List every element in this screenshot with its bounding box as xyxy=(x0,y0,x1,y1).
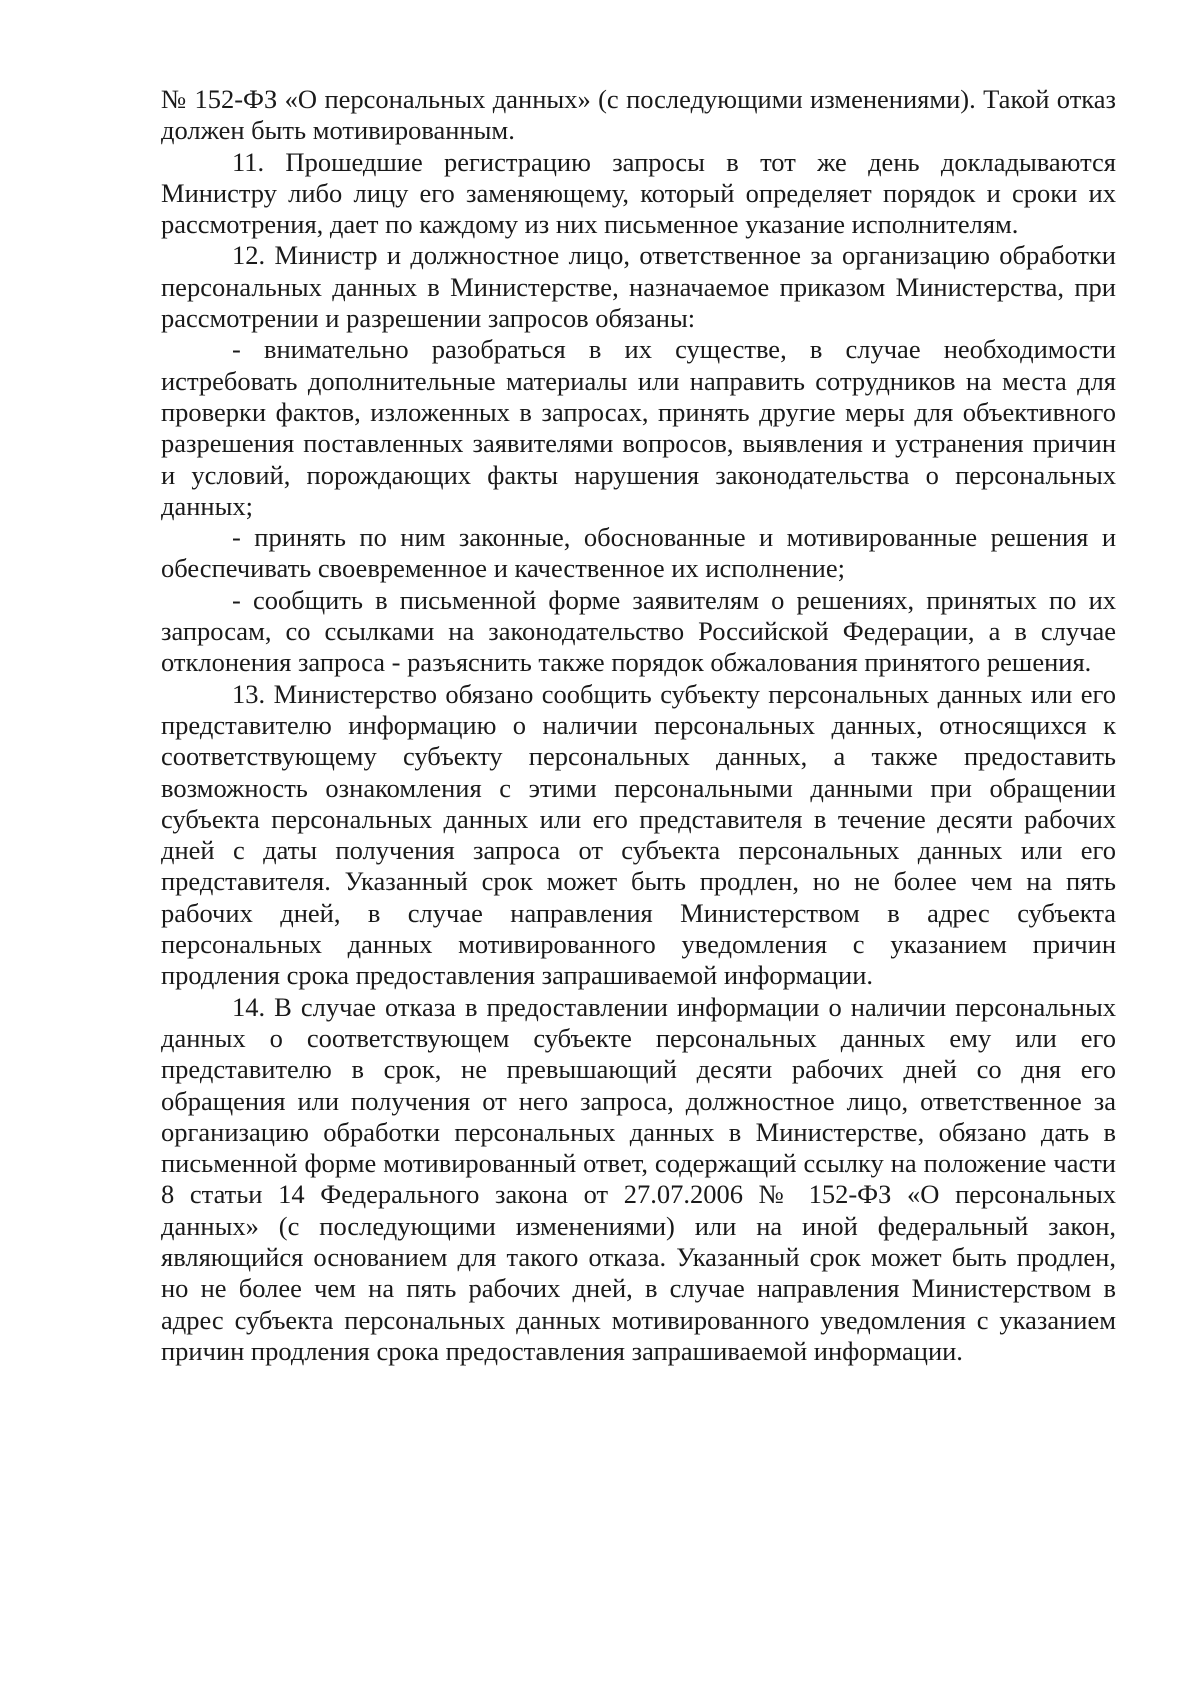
list-item-inform: - сообщить в письменной форме заявителям о решениях, принятых по их запросам, со ссылками на законодательство Российской Федерации, а в случае отклонения запроса - разъяснить также порядок обжалования принятого решения. xyxy=(161,584,1116,678)
paragraph-14: 14. В случае отказа в предоставлении информации о наличии персональных данных о соответствующем субъекте персональных данных ему или его представителю в срок, не превышающий десяти рабочих дней со дня его обращения или получения от него запроса, должностное лицо, ответственное за организацию обработки персональных данных в Министерстве, обязано дать в письменной форме мотивированный ответ, содержащий ссылку на положение части 8 статьи 14 Федерального закона от 27.07.2006 № 152-ФЗ «О персональных данных» (с последующими изменениями) или на иной федеральный закон, являющийся основанием для такого отказа. Указанный срок может быть продлен, но не более чем на пять рабочих дней, в случае направления Министерством в адрес субъекта персональных данных мотивированного уведомления с указанием причин продления срока предоставления запрашиваемой информации. xyxy=(161,991,1116,1366)
paragraph-13: 13. Министерство обязано сообщить субъекту персональных данных или его представителю информацию о наличии персональных данных, относящихся к соответствующему субъекту персональных данных, а также предоставить возможность ознакомления с этими персональными данными при обращении субъекта персональных данных или его представителя в течение десяти рабочих дней с даты получения запроса от субъекта персональных данных или его представителя. Указанный срок может быть продлен, но не более чем на пять рабочих дней, в случае направления Министерством в адрес субъекта персональных данных мотивированного уведомления с указанием причин продления срока предоставления запрашиваемой информации. xyxy=(161,678,1116,991)
paragraph-11: 11. Прошедшие регистрацию запросы в тот же день докладываются Министру либо лицу его заменяющему, который определяет порядок и сроки их рассмотрения, дает по каждому из них письменное указание исполнителям. xyxy=(161,146,1116,240)
document-page xyxy=(161,84,1116,1367)
list-item-examine: - внимательно разобраться в их существе, в случае необходимости истребовать дополнительные материалы или направить сотрудников на места для проверки фактов, изложенных в запросах, принять другие меры для объективного разрешения поставленных заявителями вопросов, выявления и устранения причин и условий, порождающих факты нарушения законодательства о персональных данных; xyxy=(161,334,1116,521)
paragraph-continuation: № 152-ФЗ «О персональных данных» (с последующими изменениями). Такой отказ должен быть мотивированным. xyxy=(161,84,1116,146)
list-item-decide: - принять по ним законные, обоснованные и мотивированные решения и обеспечивать своевременное и качественное их исполнение; xyxy=(161,522,1116,584)
paragraph-12: 12. Министр и должностное лицо, ответственное за организацию обработки персональных данных в Министерстве, назначаемое приказом Министерства, при рассмотрении и разрешении запросов обязаны: xyxy=(161,240,1116,334)
